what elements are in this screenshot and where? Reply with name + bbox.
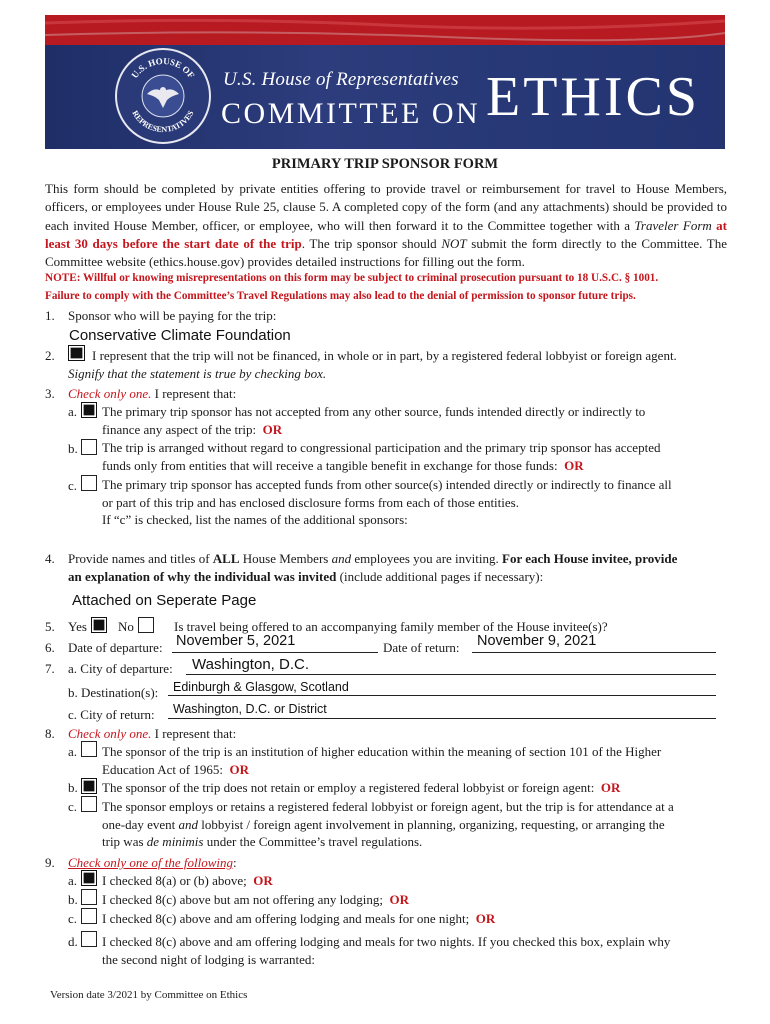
q9a-checkbox[interactable] bbox=[81, 870, 97, 889]
departure-date-label: Date of departure: bbox=[68, 640, 163, 655]
q9b-checkbox[interactable] bbox=[81, 889, 97, 908]
q8c-checkbox[interactable] bbox=[81, 796, 97, 815]
return-date-underline bbox=[472, 652, 716, 653]
departure-city-label: a. City of departure: bbox=[68, 661, 173, 676]
q2-number: 2. bbox=[45, 348, 55, 363]
q8b-text: The sponsor of the trip does not retain or employ a registered federal lobbyist or foreign agent: OR bbox=[102, 780, 621, 795]
q2-statement: I represent that the trip will not be financed, in whole or in part, by a registered federal lobbyist or foreign agent. bbox=[92, 348, 677, 363]
sponsor-name-field[interactable]: Conservative Climate Foundation bbox=[69, 327, 291, 344]
destination-label: b. Destination(s): bbox=[68, 685, 159, 700]
q9d-checkbox[interactable] bbox=[81, 931, 97, 950]
version-footer: Version date 3/2021 by Committee on Ethics bbox=[50, 989, 248, 1001]
q5-text: Is travel being offered to an accompanying family member of the House invitee(s)? bbox=[174, 619, 608, 634]
banner-house-text: U.S. House of Representatives bbox=[223, 69, 459, 90]
banner-committee-text: COMMITTEE ON bbox=[221, 97, 481, 130]
q1-number: 1. bbox=[45, 308, 55, 323]
q5-yes-checkbox[interactable] bbox=[91, 617, 107, 636]
q3a-label: a. bbox=[68, 404, 78, 419]
q1-label: Sponsor who will be paying for the trip: bbox=[68, 308, 277, 323]
form-title: PRIMARY TRIP SPONSOR FORM bbox=[271, 156, 499, 172]
q8b-checkbox[interactable] bbox=[81, 778, 97, 797]
q8c-label: c. bbox=[68, 799, 78, 814]
q3c-text: The primary trip sponsor has accepted funds from other source(s) intended directly or indirectly to finance all or part of this trip and has enclosed disclosure forms from each of those entities. If “c” is checked, list the names of the additional sponsors: bbox=[102, 477, 672, 528]
q2-checkbox[interactable] bbox=[68, 345, 85, 364]
q3b-label: b. bbox=[68, 441, 78, 456]
q5-yes-label: Yes bbox=[68, 619, 87, 634]
q7-number: 7. bbox=[45, 661, 55, 676]
intro-paragraph: This form should be completed by private entities offering to provide travel or reimbursement for travel to House Members, officers, or employees under House Rule 25, clause 5. A completed copy of the form (and any attachments) should be provided to each invited House Member, officer, or employee, who will then forward it to the Committee together with a Traveler Form at least 30 days before the start date of the trip. The trip sponsor should NOT submit the form directly to the Committee. The Committee website (ethics.house.gov) provides detailed instructions for filling out the form. bbox=[45, 181, 727, 270]
q8-number: 8. bbox=[45, 726, 55, 741]
q9-instruction: Check only one of the following: bbox=[68, 855, 237, 870]
q3c-checkbox[interactable] bbox=[81, 475, 97, 494]
q9d-label: d. bbox=[68, 934, 78, 949]
q3c-label: c. bbox=[68, 478, 78, 493]
q9b-label: b. bbox=[68, 892, 78, 907]
q3a-checkbox[interactable] bbox=[81, 402, 97, 421]
q9-number: 9. bbox=[45, 855, 55, 870]
return-date-field[interactable]: November 9, 2021 bbox=[477, 633, 597, 649]
return-city-underline bbox=[168, 718, 716, 719]
q9b-text: I checked 8(c) above but am not offering any lodging; OR bbox=[102, 892, 409, 907]
q3b-checkbox[interactable] bbox=[81, 439, 97, 458]
svg-text:U.S. HOUSE OF: U.S. HOUSE OF bbox=[129, 55, 197, 81]
departure-city-underline bbox=[186, 674, 716, 675]
header-banner bbox=[45, 15, 725, 149]
q9c-text: I checked 8(c) above and am offering lodging and meals for one night; OR bbox=[102, 911, 496, 926]
q3-instruction: Check only one. I represent that: bbox=[68, 386, 237, 401]
house-seal-icon bbox=[115, 48, 211, 144]
q2-hint: Signify that the statement is true by checking box. bbox=[68, 366, 327, 381]
return-date-label: Date of return: bbox=[383, 640, 460, 655]
departure-date-field[interactable]: November 5, 2021 bbox=[176, 633, 296, 649]
legal-note: NOTE: Willful or knowing misrepresentations on this form may be subject to criminal prosecution pursuant to 18 U.S.C. § 1001. Failure to comply with the Committee’s Travel Regulations may also lead to the denial of permission to sponsor future trips. bbox=[45, 272, 659, 302]
q5-no-label: No bbox=[118, 619, 134, 634]
departure-city-field[interactable]: Washington, D.C. bbox=[192, 656, 309, 673]
q4-number: 4. bbox=[45, 551, 55, 566]
q8c-text: The sponsor employs or retains a registered federal lobbyist or foreign agent, but the trip is for attendance at a one-day event and lobbyist / foreign agent involvement in planning, organizing, requesting, or arranging the trip was de minimis under the Committee’s travel regulations. bbox=[102, 799, 674, 850]
q9a-label: a. bbox=[68, 873, 78, 888]
return-city-label: c. City of return: bbox=[68, 707, 155, 722]
return-city-field[interactable]: Washington, D.C. or District bbox=[173, 702, 327, 716]
invitees-field[interactable]: Attached on Seperate Page bbox=[72, 592, 257, 609]
destination-field[interactable]: Edinburgh & Glasgow, Scotland bbox=[173, 680, 349, 694]
q8b-label: b. bbox=[68, 780, 78, 795]
q9c-label: c. bbox=[68, 911, 78, 926]
destination-underline bbox=[168, 695, 716, 696]
q5-no-checkbox[interactable] bbox=[138, 617, 154, 636]
q3b-text: The trip is arranged without regard to congressional participation and the primary trip sponsor has accepted funds only from entities that will receive a tangible benefit in exchange for those funds: OR bbox=[102, 440, 661, 473]
q8-instruction: Check only one. I represent that: bbox=[68, 726, 237, 741]
q6-number: 6. bbox=[45, 640, 55, 655]
q9a-text: I checked 8(a) or (b) above; OR bbox=[102, 873, 273, 888]
q4-text: Provide names and titles of ALL House Members and employees you are inviting. For each House invitee, provide an explanation of why the individual was invited (include additional pages if necessary): bbox=[68, 551, 678, 584]
q3a-text: The primary trip sponsor has not accepted from any other source, funds intended directly or indirectly to finance any aspect of the trip: OR bbox=[102, 404, 646, 437]
svg-text:REPRESENTATIVES: REPRESENTATIVES bbox=[130, 109, 196, 135]
q9d-text: I checked 8(c) above and am offering lodging and meals for two nights. If you checked this box, explain why the second night of lodging is warranted: bbox=[102, 934, 671, 967]
q5-number: 5. bbox=[45, 619, 55, 634]
q8a-label: a. bbox=[68, 744, 78, 759]
departure-date-underline bbox=[172, 652, 378, 653]
q9c-checkbox[interactable] bbox=[81, 908, 97, 927]
q8a-text: The sponsor of the trip is an institution of higher education within the meaning of section 101 of the Higher Education Act of 1965: OR bbox=[102, 744, 662, 777]
banner-ethics-text: ETHICS bbox=[486, 66, 700, 128]
q3-number: 3. bbox=[45, 386, 55, 401]
q8a-checkbox[interactable] bbox=[81, 741, 97, 760]
